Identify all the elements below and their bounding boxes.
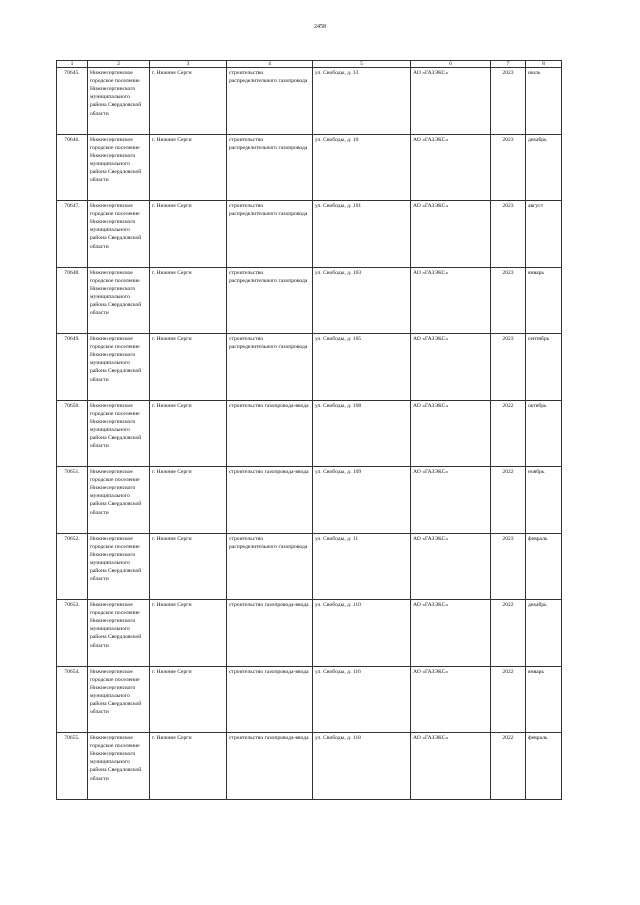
- row-number-cell: 70655.: [57, 733, 88, 800]
- address-cell: ул. Свободы, д. 116: [313, 666, 411, 733]
- row-number-cell: 70651.: [57, 467, 88, 534]
- registry-table: [56, 60, 562, 800]
- column-header: 7: [491, 61, 526, 68]
- column-header: 5: [313, 61, 411, 68]
- organization-cell: АО «ГАЗЭКС»: [411, 134, 491, 201]
- locality-cell: г. Нижние Серги: [150, 267, 227, 334]
- year-cell: 2022: [491, 600, 526, 667]
- organization-cell: АО «ГАЗЭКС»: [411, 467, 491, 534]
- locality-cell: г. Нижние Серги: [150, 533, 227, 600]
- table-row: [57, 467, 562, 534]
- row-number-cell: 70654.: [57, 666, 88, 733]
- address-cell: ул. Свободы, д. 11: [313, 533, 411, 600]
- table-row: [57, 533, 562, 600]
- year-cell: 2022: [491, 467, 526, 534]
- locality-cell: г. Нижние Серги: [150, 400, 227, 467]
- locality-cell: г. Нижние Серги: [150, 600, 227, 667]
- page-number: 2458: [314, 24, 326, 30]
- table-row: [57, 201, 562, 268]
- month-cell: февраль: [526, 733, 562, 800]
- month-cell: ноябрь: [526, 467, 562, 534]
- organization-cell: АО «ГАЗЭКС»: [411, 400, 491, 467]
- locality-cell: г. Нижние Серги: [150, 68, 227, 135]
- locality-cell: г. Нижние Серги: [150, 201, 227, 268]
- table-row: [57, 400, 562, 467]
- year-cell: 2023: [491, 533, 526, 600]
- address-cell: ул. Свободы, д. 101: [313, 201, 411, 268]
- year-cell: 2023: [491, 201, 526, 268]
- address-cell: ул. Свободы, д. 108: [313, 400, 411, 467]
- row-number-cell: 70648.: [57, 267, 88, 334]
- organization-cell: АО «ГАЗЭКС»: [411, 201, 491, 268]
- column-header: 8: [526, 61, 562, 68]
- municipality-cell: Нижнесергинское городское поселение Нижнесергинского муниципального района Свердловской области: [88, 267, 150, 334]
- row-number-cell: 70649.: [57, 334, 88, 401]
- month-cell: декабрь: [526, 600, 562, 667]
- year-cell: 2023: [491, 267, 526, 334]
- table-row: [57, 666, 562, 733]
- month-cell: сентябрь: [526, 334, 562, 401]
- year-cell: 2023: [491, 68, 526, 135]
- column-header: 3: [150, 61, 227, 68]
- locality-cell: г. Нижние Серги: [150, 334, 227, 401]
- year-cell: 2022: [491, 400, 526, 467]
- work-type-cell: строительство газопровода-ввода: [227, 666, 313, 733]
- work-type-cell: строительство газопровода-ввода: [227, 467, 313, 534]
- table-row: [57, 134, 562, 201]
- organization-cell: АО «ГАЗЭКС»: [411, 533, 491, 600]
- month-cell: август: [526, 201, 562, 268]
- municipality-cell: Нижнесергинское городское поселение Нижнесергинского муниципального района Свердловской области: [88, 600, 150, 667]
- year-cell: 2023: [491, 134, 526, 201]
- year-cell: 2022: [491, 666, 526, 733]
- column-header: 6: [411, 61, 491, 68]
- row-number-cell: 70646.: [57, 134, 88, 201]
- organization-cell: АО «ГАЗЭКС»: [411, 733, 491, 800]
- work-type-cell: строительство распределительного газопровода: [227, 334, 313, 401]
- locality-cell: г. Нижние Серги: [150, 666, 227, 733]
- work-type-cell: строительство газопровода-ввода: [227, 600, 313, 667]
- address-cell: ул. Свободы, д. 103: [313, 267, 411, 334]
- locality-cell: г. Нижние Серги: [150, 467, 227, 534]
- column-header: 2: [88, 61, 150, 68]
- work-type-cell: строительство распределительного газопровода: [227, 68, 313, 135]
- work-type-cell: строительство газопровода-ввода: [227, 733, 313, 800]
- municipality-cell: Нижнесергинское городское поселение Нижнесергинского муниципального района Свердловской области: [88, 334, 150, 401]
- table-row: [57, 267, 562, 334]
- municipality-cell: Нижнесергинское городское поселение Нижнесергинского муниципального района Свердловской области: [88, 733, 150, 800]
- month-cell: январь: [526, 666, 562, 733]
- organization-cell: АО «ГАЗЭКС»: [411, 68, 491, 135]
- table-body: [57, 68, 562, 800]
- locality-cell: г. Нижние Серги: [150, 733, 227, 800]
- table-header-row: [57, 61, 562, 68]
- locality-cell: г. Нижние Серги: [150, 134, 227, 201]
- municipality-cell: Нижнесергинское городское поселение Нижнесергинского муниципального района Свердловской области: [88, 68, 150, 135]
- column-header: 4: [227, 61, 313, 68]
- month-cell: июль: [526, 68, 562, 135]
- work-type-cell: строительство газопровода-ввода: [227, 400, 313, 467]
- month-cell: октябрь: [526, 400, 562, 467]
- year-cell: 2023: [491, 334, 526, 401]
- row-number-cell: 70645.: [57, 68, 88, 135]
- row-number-cell: 70647.: [57, 201, 88, 268]
- municipality-cell: Нижнесергинское городское поселение Нижнесергинского муниципального района Свердловской области: [88, 201, 150, 268]
- address-cell: ул. Свободы, д. 109: [313, 467, 411, 534]
- table-row: [57, 334, 562, 401]
- municipality-cell: Нижнесергинское городское поселение Нижнесергинского муниципального района Свердловской области: [88, 533, 150, 600]
- municipality-cell: Нижнесергинское городское поселение Нижнесергинского муниципального района Свердловской области: [88, 666, 150, 733]
- municipality-cell: Нижнесергинское городское поселение Нижнесергинского муниципального района Свердловской области: [88, 467, 150, 534]
- municipality-cell: Нижнесергинское городское поселение Нижнесергинского муниципального района Свердловской области: [88, 400, 150, 467]
- work-type-cell: строительство распределительного газопровода: [227, 134, 313, 201]
- column-header: 1: [57, 61, 88, 68]
- address-cell: ул. Свободы, д. 10: [313, 134, 411, 201]
- row-number-cell: 70653.: [57, 600, 88, 667]
- month-cell: декабрь: [526, 134, 562, 201]
- organization-cell: АО «ГАЗЭКС»: [411, 267, 491, 334]
- address-cell: ул. Свободы, д. 110: [313, 600, 411, 667]
- organization-cell: АО «ГАЗЭКС»: [411, 666, 491, 733]
- address-cell: ул. Свободы, д. 118: [313, 733, 411, 800]
- table-row: [57, 733, 562, 800]
- month-cell: февраль: [526, 533, 562, 600]
- work-type-cell: строительство распределительного газопровода: [227, 267, 313, 334]
- address-cell: ул. Свободы, д. 33: [313, 68, 411, 135]
- row-number-cell: 70650.: [57, 400, 88, 467]
- organization-cell: АО «ГАЗЭКС»: [411, 334, 491, 401]
- address-cell: ул. Свободы, д. 105: [313, 334, 411, 401]
- row-number-cell: 70652.: [57, 533, 88, 600]
- month-cell: январь: [526, 267, 562, 334]
- municipality-cell: Нижнесергинское городское поселение Нижнесергинского муниципального района Свердловской области: [88, 134, 150, 201]
- work-type-cell: строительство распределительного газопровода: [227, 533, 313, 600]
- year-cell: 2022: [491, 733, 526, 800]
- work-type-cell: строительство распределительного газопровода: [227, 201, 313, 268]
- organization-cell: АО «ГАЗЭКС»: [411, 600, 491, 667]
- table-row: [57, 68, 562, 135]
- table-row: [57, 600, 562, 667]
